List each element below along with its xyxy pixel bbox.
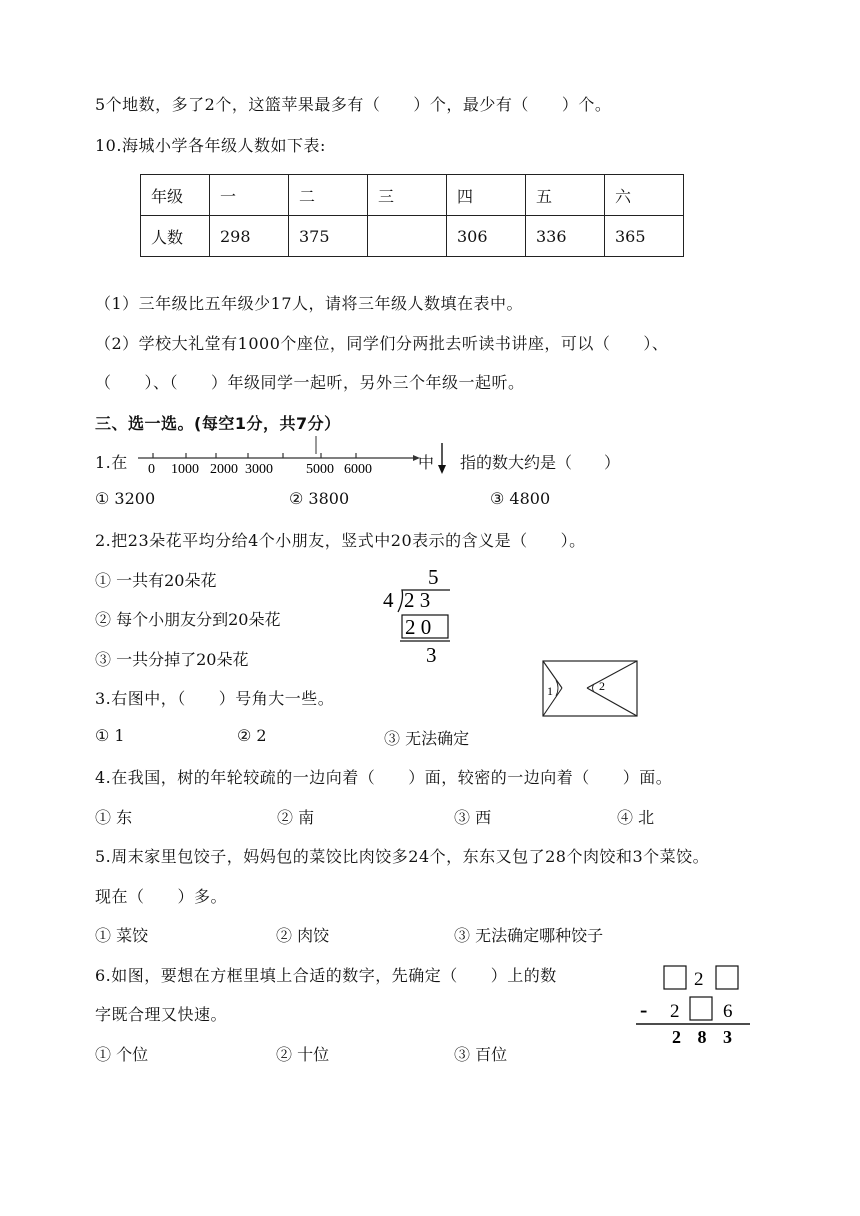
angle-label-1: 1	[547, 684, 553, 698]
table-cell: 三	[368, 175, 447, 216]
q2-option-3[interactable]: ③ 一共分掉了20朵花	[95, 650, 249, 669]
q4-option-1[interactable]: ① 东	[95, 808, 133, 827]
table-cell-blank[interactable]	[368, 216, 447, 257]
divisor: 4	[383, 588, 394, 612]
subtraction-figure	[636, 962, 756, 1046]
question-1-mid: 中	[418, 453, 435, 472]
table-cell: 年级	[141, 175, 210, 216]
q4-option-3[interactable]: ③ 西	[454, 808, 492, 827]
q1-option-3[interactable]: ③ 4800	[490, 489, 551, 508]
result-digits: 2 8 3	[672, 1027, 738, 1047]
angle-figure	[542, 660, 638, 718]
question-10-part-2a: （2）学校大礼堂有1000个座位，同学们分两批去听读书讲座，可以（ ）、	[95, 334, 669, 353]
question-10-part-1: （1）三年级比五年级少17人，请将三年级人数填在表中。	[95, 294, 524, 313]
q6-option-2[interactable]: ② 十位	[276, 1045, 330, 1064]
table-cell: 六	[605, 175, 684, 216]
table-cell: 365	[605, 216, 684, 257]
tick-label: 3000	[245, 462, 273, 477]
q1-option-1[interactable]: ① 3200	[95, 489, 156, 508]
minus-sign: -	[640, 997, 648, 1022]
q4-option-2[interactable]: ② 南	[277, 808, 315, 827]
table-cell: 306	[447, 216, 526, 257]
table-cell: 五	[526, 175, 605, 216]
q3-option-3[interactable]: ③ 无法确定	[384, 729, 470, 748]
blank-box-ones[interactable]	[716, 966, 738, 989]
product: 2 0	[405, 615, 432, 639]
q5-option-3[interactable]: ③ 无法确定哪种饺子	[454, 926, 604, 945]
question-1-prefix: 1.在	[95, 453, 128, 472]
question-6-line-2: 字既合理又快速。	[95, 1005, 228, 1024]
question-4: 4.在我国，树的年轮较疏的一边向着（ ）面，较密的一边向着（ ）面。	[95, 768, 673, 787]
question-6-line-1: 6.如图，要想在方框里填上合适的数字，先确定（ ）上的数	[95, 966, 557, 985]
q1-option-2[interactable]: ② 3800	[289, 489, 350, 508]
table-row	[141, 175, 684, 216]
question-5-line-1: 5.周末家里包饺子，妈妈包的菜饺比肉饺多24个，东东又包了28个肉饺和3个菜饺。	[95, 847, 710, 866]
tick-label: 2000	[210, 462, 238, 477]
table-cell: 二	[289, 175, 368, 216]
mid-digit-hundreds: 2	[670, 1001, 680, 1022]
question-3: 3.右图中，（ ）号角大一些。	[95, 689, 335, 708]
top-digit: 2	[694, 969, 704, 990]
table-cell: 四	[447, 175, 526, 216]
tick-label: 5000	[306, 462, 334, 477]
question-10-title: 10.海城小学各年级人数如下表:	[95, 136, 326, 155]
table-row	[141, 216, 684, 257]
number-line-figure	[138, 436, 438, 476]
q2-option-2[interactable]: ② 每个小朋友分到20朵花	[95, 610, 281, 629]
blank-box-hundreds[interactable]	[664, 966, 686, 989]
table-cell: 一	[210, 175, 289, 216]
section-3-heading: 三、选一选。(每空1分，共7分）	[95, 414, 341, 433]
quotient: 5	[428, 565, 439, 589]
tick-label: 1000	[171, 462, 199, 477]
down-arrow-icon	[436, 443, 448, 475]
question-2: 2.把23朵花平均分给4个小朋友，竖式中20表示的含义是（ ）。	[95, 531, 586, 550]
question-5-line-2: 现在（ ）多。	[95, 887, 228, 906]
angle-label-2: 2	[599, 679, 605, 693]
q5-option-2[interactable]: ② 肉饺	[276, 926, 330, 945]
mid-digit-ones: 6	[723, 1001, 733, 1022]
grade-table	[140, 174, 684, 257]
tick-label: 0	[148, 462, 155, 477]
q3-option-2[interactable]: ② 2	[237, 726, 267, 745]
q3-option-1[interactable]: ① 1	[95, 726, 125, 745]
table-cell: 298	[210, 216, 289, 257]
long-division-figure	[380, 560, 470, 670]
tick-label: 6000	[344, 462, 372, 477]
blank-box-tens[interactable]	[690, 997, 712, 1020]
q4-option-4[interactable]: ④ 北	[617, 808, 655, 827]
q6-option-3[interactable]: ③ 百位	[454, 1045, 508, 1064]
table-cell: 336	[526, 216, 605, 257]
q5-option-1[interactable]: ① 菜饺	[95, 926, 149, 945]
table-cell: 375	[289, 216, 368, 257]
remainder: 3	[426, 643, 437, 667]
table-cell: 人数	[141, 216, 210, 257]
q6-option-1[interactable]: ① 个位	[95, 1045, 149, 1064]
q2-option-1[interactable]: ① 一共有20朵花	[95, 571, 217, 590]
question-10-part-2b: （ ）、（ ）年级同学一起听，另外三个年级一起听。	[95, 373, 525, 392]
apple-question-line: 5个地数，多了2个，这篮苹果最多有（ ）个，最少有（ ）个。	[95, 95, 612, 114]
question-1-suffix: 指的数大约是（ ）	[460, 453, 621, 472]
dividend: 2 3	[404, 588, 431, 612]
